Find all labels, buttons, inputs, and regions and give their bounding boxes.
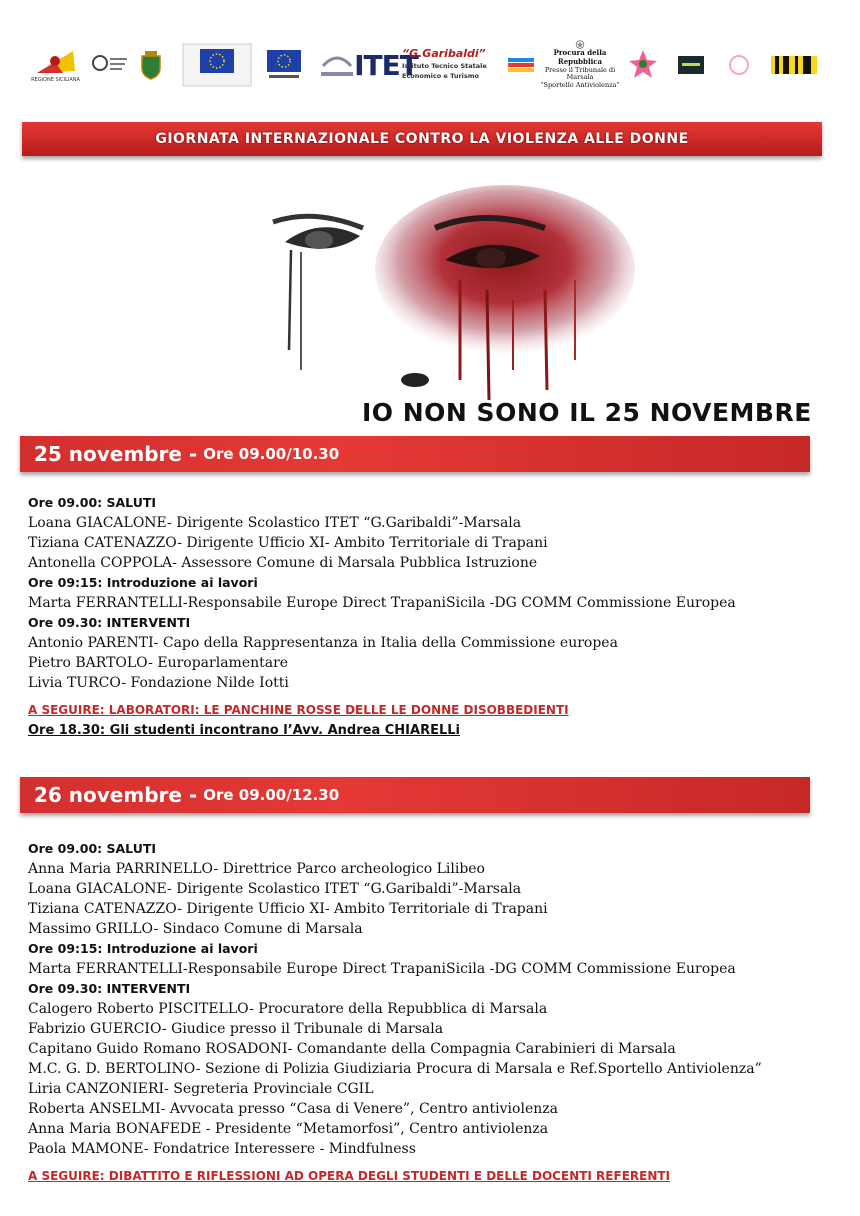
procura-logo (540, 40, 620, 90)
comune-crest-icon (138, 40, 164, 90)
day2-time: Ore 09.00/12.30 (203, 786, 340, 804)
europe-direct-logo (264, 40, 304, 90)
speaker-line: Loana GIACALONE- Dirigente Scolastico ITET “G.Garibaldi”-Marsala (28, 515, 522, 531)
speaker-line: Calogero Roberto PISCITELLO- Procuratore della Repubblica di Marsala (28, 1001, 548, 1017)
logo-strip (20, 40, 840, 100)
speaker-line: Marta FERRANTELLI-Responsabile Europe Direct TrapaniSicila -DG COMM Commissione Europea (28, 961, 736, 977)
speaker-line: Livia TURCO- Fondazione Nilde Iotti (28, 675, 289, 691)
day1-heading-interventi: Ore 09.30: INTERVENTI (28, 615, 191, 630)
day1-evening-note: Ore 18.30: Gli studenti incontrano l’Avv. Andrea CHIARELLi (28, 723, 460, 738)
garibaldi-logo (402, 40, 502, 90)
speaker-line: Capitano Guido Romano ROSADONI- Comandante della Compagnia Carabinieri di Marsala (28, 1041, 676, 1057)
slogan: IO NON SONO IL 25 NOVEMBRE (362, 398, 812, 427)
day2-program (28, 839, 828, 1183)
day1-followup-note: A SEGUIRE: LABORATORI: LE PANCHINE ROSSE DELLE LE DONNE DISOBBEDIENTI (28, 703, 569, 717)
itet-label: ITET (354, 48, 418, 82)
speaker-line: Tiziana CATENAZZO- Dirigente Ufficio XI- Ambito Territoriale di Trapani (28, 901, 548, 917)
regione-label: REGIONE SICILIANA (31, 77, 80, 83)
speaker-line: Anna Maria PARRINELLO- Direttrice Parco archeologico Lilibeo (28, 861, 485, 877)
speaker-line: Antonio PARENTI- Capo della Rappresentanza in Italia della Commissione europea (28, 635, 618, 651)
speaker-line: Roberta ANSELMI- Avvocata presso “Casa di Venere”, Centro antiviolenza (28, 1101, 558, 1117)
crying-eyes-artwork (255, 180, 675, 405)
pink-circle-logo (726, 40, 752, 90)
speaker-line: Loana GIACALONE- Dirigente Scolastico ITET “G.Garibaldi”-Marsala (28, 881, 522, 897)
parco-logo (90, 40, 130, 90)
procura-sub1: Presso il Tribunale di Marsala (544, 65, 616, 82)
day2-followup-note: A SEGUIRE: DIBATTITO E RIFLESSIONI AD OPERA DEGLI STUDENTI E DELLE DOCENTI REFERENTI (28, 1169, 671, 1183)
garibaldi-sub2: Economico e Turismo (402, 72, 479, 81)
day1-heading-introduzione: Ore 09:15: Introduzione ai lavori (28, 575, 258, 590)
speaker-line: Fabrizio GUERCIO- Giudice presso il Tribunale di Marsala (28, 1021, 444, 1037)
title-banner (22, 122, 822, 156)
dark-badge-logo (676, 40, 706, 90)
speaker-line: Marta FERRANTELLI-Responsabile Europe Direct TrapaniSicila -DG COMM Commissione Europea (28, 595, 736, 611)
stripes-logo (770, 40, 818, 90)
regione-siciliana-logo (28, 40, 83, 90)
speaker-line: Paola MAMONE- Fondatrice Interessere - Mindfulness (28, 1141, 416, 1157)
day1-banner (20, 436, 810, 472)
garibaldi-name: “G.Garibaldi” (402, 47, 486, 61)
star-logo (626, 40, 660, 90)
eu-commission-logo (182, 40, 252, 90)
event-title: GIORNATA INTERNAZIONALE CONTRO LA VIOLENZA ALLE DONNE (155, 131, 689, 147)
itet-logo (354, 40, 418, 90)
colorful-stripe-logo (506, 40, 536, 90)
procura-title: Procura della Repubblica (553, 48, 607, 66)
day2-date: 26 novembre - (34, 783, 198, 807)
garibaldi-sub1: Istituto Tecnico Statale (402, 61, 487, 70)
speaker-line: Anna Maria BONAFEDE - Presidente “Metamorfosi”, Centro antiviolenza (28, 1121, 549, 1137)
day2-heading-saluti: Ore 09.00: SALUTI (28, 841, 157, 856)
speaker-line: Tiziana CATENAZZO- Dirigente Ufficio XI- Ambito Territoriale di Trapani (28, 535, 548, 551)
speaker-line: M.C. G. D. BERTOLINO- Sezione di Polizia Giudiziaria Procura di Marsala e Ref.Sportello Antiviolenza” (28, 1061, 762, 1077)
day2-heading-introduzione: Ore 09:15: Introduzione ai lavori (28, 941, 258, 956)
procura-sub2: “Sportello Antiviolenza” (540, 81, 620, 90)
speaker-line: Liria CANZONIERI- Segreteria Provinciale CGIL (28, 1081, 374, 1097)
day2-banner (20, 777, 810, 813)
day1-date: 25 novembre - (34, 442, 198, 466)
day1-heading-saluti: Ore 09.00: SALUTI (28, 495, 157, 510)
european-parliament-logo (316, 40, 358, 90)
speaker-line: Pietro BARTOLO- Europarlamentare (28, 655, 289, 671)
day1-time: Ore 09.00/10.30 (203, 445, 340, 463)
speaker-line: Antonella COPPOLA- Assessore Comune di Marsala Pubblica Istruzione (28, 555, 538, 571)
day2-heading-interventi: Ore 09.30: INTERVENTI (28, 981, 191, 996)
speaker-line: Massimo GRILLO- Sindaco Comune di Marsala (28, 921, 363, 937)
day1-program (28, 493, 828, 738)
